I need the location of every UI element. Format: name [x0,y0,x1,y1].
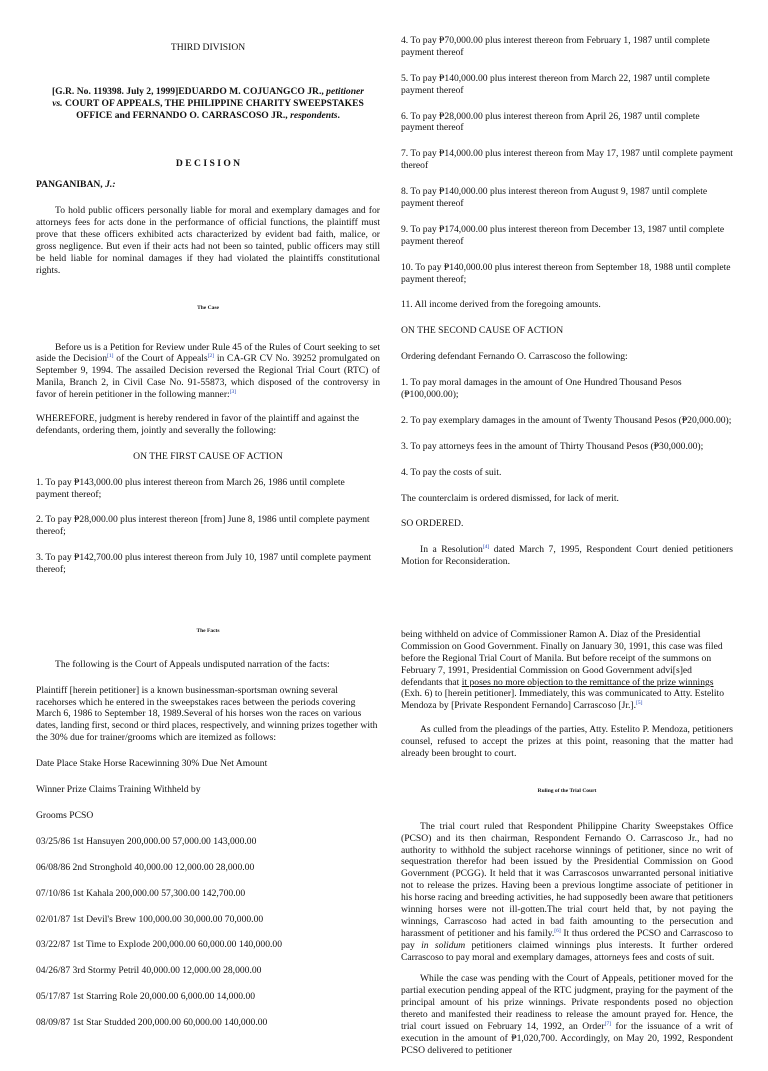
judgment-item-6: 6. To pay ₱28,000.00 plus interest thereon from April 26, 1987 until complete payment thereof [401,110,700,134]
judgment-item-2: 2. To pay ₱28,000.00 plus interest thereon [from] June 8, 1986 until complete payment thereof; [36,514,370,538]
ruling-text-a: The trial court ruled that Respondent Philippine Charity Sweepstakes Office (PCSO) and its then chairman, Respondent Fernando O. Carrascoso Jr., had no authority to withhold the subject racehorse winnings of petitioner, since no writ of sequestration therefor had been issued by the Presidential Commission on Good Government (PCGG). It held that it was Carrascosos unwarranted personal initiative not to release the prizes. Having been a previous longtime associate of petitioner in his horse racing and breeding activities, he had supposedly been aware that petitioners winning horses were not ill-gotten.The trial court held that, by not paying the winnings, Carrascoso had acted in bad faith amounting to the persecution and harassment of petitioner and his family. [401,820,733,939]
ruling-text-b: It thus ordered the PCSO and Carrascoso to pay [401,927,733,951]
underlined-quote: it poses no more objection to the remittance of the prize winnings [461,676,714,688]
counterclaim-line: The counterclaim is ordered dismissed, for lack of merit. [401,492,619,504]
damages-item-2: 2. To pay exemplary damages in the amount of Twenty Thousand Pesos (₱20,000.00); [401,414,732,426]
judgment-item-5: 5. To pay ₱140,000.00 plus interest thereon from March 22, 1987 until complete payment thereof [401,72,710,96]
resolution-text-b: dated March 7, 1995, Respondent Court denied petitioners Motion for Reconsideration. [401,544,733,568]
judgment-item-11: 11. All income derived from the foregoing amounts. [401,299,601,311]
judgment-item-8: 8. To pay ₱140,000.00 plus interest thereon from August 9, 1987 until complete payment thereof [401,186,708,210]
page-bottom [0,512,768,1056]
table-row: 08/09/87 1st Star Studded 200,000.00 60,000.00 140,000.00 [36,1017,268,1029]
table-header-line-2: Winner Prize Claims Training Withheld by [36,784,201,796]
execution-paragraph [401,973,733,1056]
table-row: 06/08/86 2nd Stronghold 40,000.00 12,000.00 28,000.00 [36,861,255,873]
facts-cont-text-b: (Exh. 6) to [herein petitioner]. Immediately, this was communicated to Atty. Estelito Mendoza by [Private Respondent Fernando] Carrascoso [Jr.]. [401,688,724,712]
heading-the-facts: The Facts [196,628,220,634]
table-header-line-1: Date Place Stake Horse Racewinning 30% Due Net Amount [36,758,268,770]
footnote-3-link[interactable]: [3] [229,388,237,395]
heading-the-case: The Case [197,304,219,311]
caption-respondents-role: respondents [287,109,338,121]
damages-item-4: 4. To pay the costs of suit. [401,466,502,478]
top-left-column [36,42,380,590]
case-text-b: of the Court of Appeals [113,353,208,365]
division-heading: THIRD DIVISION [170,42,246,53]
table-row: 07/10/86 1st Kahala 200,000.00 57,300.00 142,700.00 [36,887,246,899]
judgment-item-1: 1. To pay ₱143,000.00 plus interest thereon from March 26, 1986 until complete payment thereof; [36,476,345,500]
facts-intro: The following is the Court of Appeals undisputed narration of the facts: [55,658,330,670]
first-cause-heading: ON THE FIRST CAUSE OF ACTION [133,450,283,462]
ponente-title: J.: [102,179,116,191]
prize-table [36,758,380,1029]
footnote-4-link[interactable]: [4] [482,544,490,551]
execution-text-a: While the case was pending with the Court of Appeals, petitioner moved for the partial execution pending appeal of the RTC judgment, praying for the payment of the principal amount of his prize winnings. Private respondents posed no objection thereto and manifested their readiness to release the amount prayed for. Hence, the trial court issued on February 14, 1992, an Order [401,973,733,1032]
wherefore-paragraph: WHEREFORE, judgment is hereby rendered in favor of the plaintiff and against the defendants, ordering them, jointly and severally the following: [36,412,359,436]
in-solidum-term: in solidum [421,939,466,951]
caption-bracket: [G.R. No. 119398. July 2, 1999] [51,85,179,97]
table-row: 04/26/87 3rd Stormy Petril 40,000.00 12,000.00 28,000.00 [36,965,262,977]
judgment-item-10: 10. To pay ₱140,000.00 plus interest thereon from September 18, 1988 until complete payment thereof; [401,261,731,285]
table-row: 02/01/87 1st Devil's Brew 100,000.00 30,000.00 70,000.00 [36,913,264,925]
table-header-line-3: Grooms PCSO [36,809,94,821]
footnote-7-link[interactable]: [7] [604,1020,612,1027]
bottom-left-column [36,628,380,1043]
ordering-line: Ordering defendant Fernando O. Carrascoso the following: [401,351,628,363]
case-paragraph [36,342,380,401]
damages-item-1: 1. To pay moral damages in the amount of One Hundred Thousand Pesos (₱100,000.00); [401,377,682,401]
execution-text-b: for the issuance of a writ of execution in the amount of ₱1,020,700. Accordingly, on May 20, 1992, Respondent PCSO delivered to petitioner [401,1020,733,1056]
ruling-paragraph [401,821,733,964]
facts-paragraph: Plaintiff [herein petitioner] is a known businessman-sportsman owning several racehorses which he entered in the sweepstakes races between the periods covering March 6, 1986 to September 18, 1989.Several of his horses won the races on various dates, landing first, second or third places, respectively, and winning prizes together with the 30% due for trainer/grooms which are itemized as follows: [36,684,378,744]
bottom-right-column [401,629,733,1071]
heading-ruling-trial-court: Ruling of the Trial Court [537,787,597,794]
caption-petitioner: EDUARDO M. COJUANGCO JR., [178,85,324,97]
facts-cont-text-a: being withheld on advice of Commissioner Ramon A. Diaz of the Presidential Commission on Good Government. Finally on January 30, 1991, this case was filed before the Regional Trial Court of Manila. But before receipt of the summons on February 7, 1991, Presidential Commission on Good Government advi[s]ed defendants that [401,629,723,688]
second-cause-heading: ON THE SECOND CAUSE OF ACTION [401,325,564,337]
table-row: 03/25/86 1st Hansuyen 200,000.00 57,000.00 143,000.00 [36,835,257,847]
case-text-a: Before us is a Petition for Review under Rule 45 of the Rules of Court seeking to set aside the Decision [36,341,380,365]
footnote-1-link[interactable]: [1] [107,353,114,360]
ponente [36,179,380,191]
intro-paragraph: To hold public officers personally liable for moral and exemplary damages and for attorneys fees for acts done in the performance of official functions, the plaintiff must prove that these officers exhibited acts characterized by evident bad faith, malice, or gross negligence. But even if their acts had not been so tainted, public officers may still be held liable for nominal damages if they had violated the plaintiffs constitutional rights. [36,205,380,276]
ruling-text-c: petitioners claimed winnings plus interests. It further ordered Carrascoso to pay moral and exemplary damages, attorneys fees and costs of suit. [401,939,733,963]
resolution-text-a: In a Resolution [420,544,483,556]
ponente-name: PANGANIBAN, [36,179,103,191]
case-caption: [G.R. No. 119398. July 2, 1999]EDUARDO M. COJUANGCO JR., petitioner vs. COURT OF APPEALS, THE PHILIPPINE CHARITY SWEEPSTAKES OFFICE and FERNANDO O. CARRASCOSO JR., respondents. [51,85,365,121]
footnote-6-link[interactable]: [6] [554,927,561,934]
so-ordered-line: SO ORDERED. [401,518,464,530]
judgment-item-9: 9. To pay ₱174,000.00 plus interest thereon from December 13, 1987 until complete payment thereof [401,223,725,247]
caption-petitioner-role: petitioner vs. [52,85,365,109]
footnote-2-link[interactable]: [2] [207,353,215,360]
top-right-column [401,35,733,582]
judgment-item-7: 7. To pay ₱14,000.00 plus interest thereon from May 17, 1987 until complete payment thereof [401,148,733,172]
pleadings-paragraph: As culled from the pleadings of the parties, Atty. Estelito P. Mendoza, petitioners counsel, refused to accept the prizes at this point, reasoning that the matter had already been brought to court. [401,724,733,760]
table-row: 05/17/87 1st Starring Role 20,000.00 6,000.00 14,000.00 [36,991,256,1003]
table-row: 03/22/87 1st Time to Explode 200,000.00 60,000.00 140,000.00 [36,939,282,951]
caption-respondents: COURT OF APPEALS, THE PHILIPPINE CHARITY SWEEPSTAKES OFFICE and FERNANDO O. CARRASCOSO JR., [64,97,364,121]
facts-continued-paragraph [401,629,733,712]
judgment-item-4: 4. To pay ₱70,000.00 plus interest thereon from February 1, 1987 until complete payment thereof [401,35,710,58]
footnote-5-link[interactable]: [5] [636,700,643,707]
case-text-c: in CA-GR CV No. 39252 promulgated on September 9, 1994. The assailed Decision reversed the Regional Trial Court (RTC) of Manila, Branch 2, in Civil Case No. 91-55873, which disposed of the controversy in favor of herein petitioner in the following manner: [36,353,380,401]
judgment-item-3: 3. To pay ₱142,700.00 plus interest thereon from July 10, 1987 until complete payment thereof; [36,552,372,576]
damages-item-3: 3. To pay attorneys fees in the amount of Thirty Thousand Pesos (₱30,000.00); [401,440,704,452]
decision-heading: D E C I S I O N [175,157,241,169]
